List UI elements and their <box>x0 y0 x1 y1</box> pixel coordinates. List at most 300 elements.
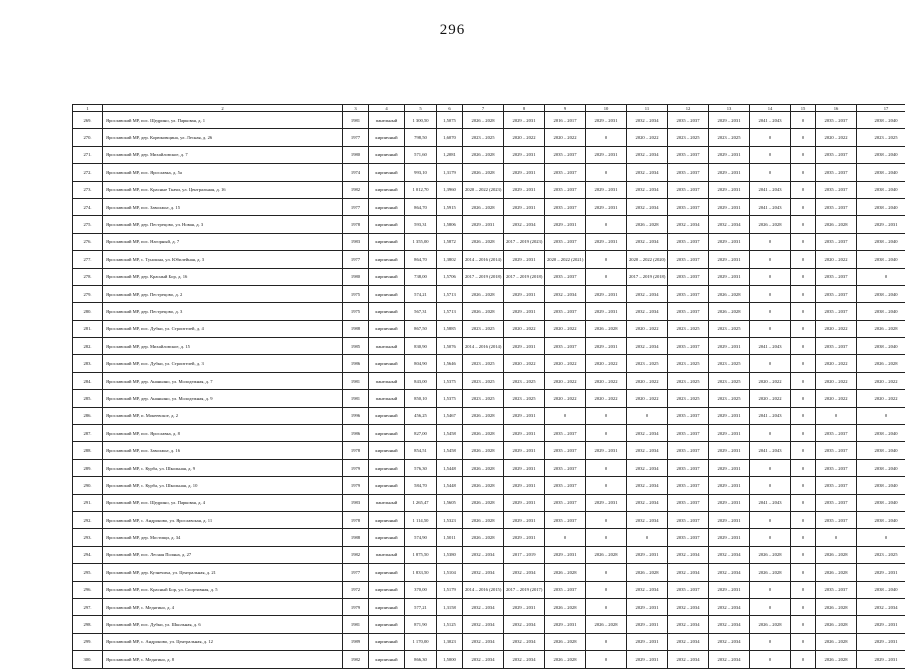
table-cell: 2026 – 2028 <box>463 233 504 250</box>
table-cell: 577,21 <box>405 598 437 615</box>
address-cell: Ярославский МР, с. Курба, ул. Школьная, д. 9 <box>103 459 343 476</box>
table-cell: 1980 <box>343 268 369 285</box>
table-cell: 2035 – 2037 <box>545 459 586 476</box>
column-header: 17 <box>857 105 905 112</box>
table-cell: кирпичный <box>369 616 405 633</box>
table-cell: 2041 – 2043 <box>750 407 791 424</box>
table-cell: 0 <box>857 407 905 424</box>
table-cell: кирпичный <box>369 477 405 494</box>
table-cell: 2029 – 2031 <box>586 112 627 129</box>
table-cell: 993,10 <box>405 164 437 181</box>
table-cell: 0 <box>791 651 816 668</box>
table-cell: 456,25 <box>405 407 437 424</box>
table-cell: 0 <box>627 407 668 424</box>
table-cell: 0 <box>791 511 816 528</box>
address-cell: Ярославский МР, пос. Дубки, ул. Школьная, д. 6 <box>103 616 343 633</box>
table-cell: 571,60 <box>405 146 437 163</box>
table-cell: 1988 <box>343 529 369 546</box>
table-cell: 2020 – 2022 <box>545 129 586 146</box>
table-cell: 0 <box>791 598 816 615</box>
column-header: 5 <box>405 105 437 112</box>
table-row <box>73 355 905 372</box>
table-cell: 574,21 <box>405 285 437 302</box>
table-cell: 2026 – 2028 <box>627 216 668 233</box>
table-row <box>73 303 905 320</box>
address-cell: Ярославский МР, с. Андроново, ул. Ярославская, д. 11 <box>103 511 343 528</box>
table-cell: 2020 – 2022 <box>816 251 857 268</box>
table-cell: 2032 – 2034 <box>668 564 709 581</box>
table-cell: 1981 <box>343 616 369 633</box>
table-cell: 1 833,50 <box>405 564 437 581</box>
address-cell: Ярославский МР, пос. Лесная Поляна, д. 27 <box>103 546 343 563</box>
table-cell: 1996 <box>343 407 369 424</box>
table-cell: 850,10 <box>405 390 437 407</box>
table-cell: 2029 – 2031 <box>627 651 668 668</box>
table-cell: 2026 – 2028 <box>586 616 627 633</box>
table-cell: 2035 – 2037 <box>816 425 857 442</box>
table-cell: 0 <box>791 146 816 163</box>
table-cell: 0 <box>791 251 816 268</box>
table-cell: 2020 – 2022 <box>750 390 791 407</box>
table-cell: 2029 – 2031 <box>857 616 905 633</box>
table-cell: 1986 <box>343 355 369 372</box>
table-cell: 1980 <box>343 146 369 163</box>
table-cell: 2029 – 2031 <box>709 146 750 163</box>
table-cell: 275. <box>73 216 103 233</box>
table-cell: 2020 – 2022 <box>857 372 905 389</box>
table-header <box>73 105 905 112</box>
table-cell: 1978 <box>343 442 369 459</box>
table-cell: 277. <box>73 251 103 268</box>
table-cell: 1972 <box>343 581 369 598</box>
table-row <box>73 320 905 337</box>
table-cell: 2035 – 2037 <box>545 164 586 181</box>
table-cell: 1979 <box>343 459 369 476</box>
column-header: 6 <box>437 105 463 112</box>
table-cell: 0 <box>791 198 816 215</box>
table-cell: 2035 – 2037 <box>668 146 709 163</box>
table-cell: 2029 – 2031 <box>586 442 627 459</box>
address-cell: Ярославский МР, пос. Щедрино, ул. Парковая, д. 1 <box>103 112 343 129</box>
table-cell: 1 114,50 <box>405 511 437 528</box>
table-cell: кирпичный <box>369 285 405 302</box>
table-cell: кирпичный <box>369 442 405 459</box>
table-cell: 2026 – 2028 <box>816 216 857 233</box>
table-cell: кирпичный <box>369 355 405 372</box>
table-cell: 2032 – 2034 <box>627 511 668 528</box>
table-cell: 2020 – 2022 <box>816 390 857 407</box>
table-cell: 2041 – 2043 <box>750 338 791 355</box>
address-cell: Ярославский МР, дер. Михайловское, д. 15 <box>103 338 343 355</box>
column-header: 11 <box>627 105 668 112</box>
table-cell: 1982 <box>343 651 369 668</box>
table-cell: 2026 – 2028 <box>545 633 586 650</box>
table-cell: 2029 – 2031 <box>586 338 627 355</box>
table-cell: 2029 – 2031 <box>504 425 545 442</box>
table-cell: 2029 – 2031 <box>857 651 905 668</box>
table-cell: 2029 – 2031 <box>504 285 545 302</box>
table-cell: 2032 – 2034 <box>463 616 504 633</box>
table-cell: 2020 – 2022 <box>586 355 627 372</box>
table-cell: 2032 – 2034 <box>627 198 668 215</box>
table-cell: 1981 <box>343 372 369 389</box>
table-cell: 2017 – 2019 (2018) <box>463 268 504 285</box>
address-cell: Ярославский МР, дер. Пестрецово, ул. Новая, д. 3 <box>103 216 343 233</box>
table-cell: 2026 – 2028 <box>709 285 750 302</box>
page-number: 296 <box>0 22 905 39</box>
table-cell: 2038 – 2040 <box>857 477 905 494</box>
address-cell: Ярославский МР, пос. Щедрино, ул. Парковая, д. 4 <box>103 494 343 511</box>
table-cell: 1,3158 <box>437 598 463 615</box>
table-cell: 2029 – 2031 <box>709 511 750 528</box>
table-cell: 0 <box>791 616 816 633</box>
address-cell: Ярославский МР, пос. Нагорный, д. 7 <box>103 233 343 250</box>
table-cell: 0 <box>750 477 791 494</box>
table-cell: 2023 – 2025 <box>504 372 545 389</box>
table-cell: 2032 – 2034 <box>463 564 504 581</box>
table-cell: 2029 – 2031 <box>709 459 750 476</box>
table-cell: 2029 – 2031 <box>586 494 627 511</box>
column-header: 3 <box>343 105 369 112</box>
table-cell: 2032 – 2034 <box>857 598 905 615</box>
table-cell: 2026 – 2028 <box>463 529 504 546</box>
table-cell: 2038 – 2040 <box>857 581 905 598</box>
table-cell: 0 <box>750 233 791 250</box>
table-cell: 2029 – 2031 <box>504 494 545 511</box>
table-cell: 2029 – 2031 <box>586 233 627 250</box>
table-cell: 2023 – 2025 <box>463 355 504 372</box>
table-row <box>73 372 905 389</box>
table-cell: 2032 – 2034 <box>504 633 545 650</box>
column-header: 16 <box>816 105 857 112</box>
table-cell: 2026 – 2028 <box>709 303 750 320</box>
table-cell: 2029 – 2031 <box>857 564 905 581</box>
table-cell: 1 012,70 <box>405 181 437 198</box>
table-cell: 2035 – 2037 <box>545 146 586 163</box>
address-cell: Ярославский МР, с. Андроново, ул. Центральная, д. 12 <box>103 633 343 650</box>
table-cell: 2020 – 2022 <box>504 129 545 146</box>
table-cell: 0 <box>791 633 816 650</box>
table-cell: 2017 – 2019 (2018) <box>504 268 545 285</box>
table-cell: 2035 – 2037 <box>668 407 709 424</box>
table-cell: 269. <box>73 112 103 129</box>
table-cell: 1977 <box>343 251 369 268</box>
table-cell: 2029 – 2031 <box>504 251 545 268</box>
table-cell: 2023 – 2025 <box>709 355 750 372</box>
table-cell: 2029 – 2031 <box>504 407 545 424</box>
table-row <box>73 112 905 129</box>
table-cell: 0 <box>586 164 627 181</box>
table-cell: 2023 – 2025 <box>668 390 709 407</box>
table-cell: 0 <box>586 459 627 476</box>
table-cell: 2026 – 2028 <box>586 546 627 563</box>
address-cell: Ярославский МР, п. Мокеевское, д. 2 <box>103 407 343 424</box>
table-cell: 2026 – 2028 <box>750 564 791 581</box>
table-cell: 2026 – 2028 <box>463 442 504 459</box>
table-cell: 2029 – 2031 <box>504 511 545 528</box>
address-cell: Ярославский МР, пос. Ярославка, д. 8 <box>103 425 343 442</box>
table-cell: 1,5646 <box>437 355 463 372</box>
table-cell: 1974 <box>343 164 369 181</box>
table-cell: 2026 – 2028 <box>750 546 791 563</box>
table-cell: 2029 – 2031 <box>709 268 750 285</box>
table-cell: 2029 – 2031 <box>504 477 545 494</box>
table-cell: 2029 – 2031 <box>709 425 750 442</box>
table-cell: 2026 – 2028 <box>463 164 504 181</box>
table-cell: 1,5179 <box>437 581 463 598</box>
table-cell: 1983 <box>343 233 369 250</box>
table-cell: 1,5605 <box>437 494 463 511</box>
table-cell: 2020 – 2022 <box>816 129 857 146</box>
table-cell: 2035 – 2037 <box>816 511 857 528</box>
table-cell: 2020 – 2022 <box>504 320 545 337</box>
table-cell: кирпичный <box>369 651 405 668</box>
table-cell: 2023 – 2025 <box>709 372 750 389</box>
table-cell: 2014 – 2016 (2014) <box>463 251 504 268</box>
address-cell: Ярославский МР, пос. Дубки, ул. Строителей, д. 4 <box>103 320 343 337</box>
table-cell: 2038 – 2040 <box>857 494 905 511</box>
table-cell: 2023 – 2025 <box>463 372 504 389</box>
table-cell: 0 <box>791 390 816 407</box>
table-cell: 0 <box>750 164 791 181</box>
table-cell: 2017 – 2019 (2018) <box>627 268 668 285</box>
table-row <box>73 616 905 633</box>
address-cell: Ярославский МР, пос. Красные Ткачи, ул. Центральная, д. 16 <box>103 181 343 198</box>
table-cell: 2035 – 2037 <box>668 303 709 320</box>
table-cell: 284. <box>73 372 103 389</box>
table-cell: кирпичный <box>369 529 405 546</box>
table-cell: 1977 <box>343 564 369 581</box>
address-cell: Ярославский МР, пос. Красный Бор, ул. Спортивная, д. 5 <box>103 581 343 598</box>
table-cell: 2029 – 2031 <box>504 112 545 129</box>
table-cell: 2023 – 2025 <box>463 129 504 146</box>
table-cell: 2026 – 2028 <box>463 477 504 494</box>
table-cell: 2029 – 2031 <box>709 581 750 598</box>
housing-register-table <box>72 104 905 669</box>
table-row <box>73 564 905 581</box>
table-cell: 2041 – 2043 <box>750 198 791 215</box>
table-cell: 0 <box>791 355 816 372</box>
table-cell: 2035 – 2037 <box>816 494 857 511</box>
table-cell: 1982 <box>343 181 369 198</box>
table-cell: 2020 – 2022 (2021) <box>545 251 586 268</box>
table-row <box>73 651 905 668</box>
table-cell: кирпичный <box>369 564 405 581</box>
table-cell: 2020 – 2022 <box>586 390 627 407</box>
table-cell: кирпичный <box>369 146 405 163</box>
column-header: 8 <box>504 105 545 112</box>
table-cell: 2017 – 2019 <box>504 546 545 563</box>
table-cell: 2035 – 2037 <box>668 233 709 250</box>
column-header: 7 <box>463 105 504 112</box>
table-cell: 0 <box>791 285 816 302</box>
table-cell: 2029 – 2031 <box>709 407 750 424</box>
table-cell: 0 <box>791 216 816 233</box>
table-cell: 2032 – 2034 <box>627 181 668 198</box>
table-cell: 0 <box>791 268 816 285</box>
table-cell: 2038 – 2040 <box>857 198 905 215</box>
table-cell: 2041 – 2043 <box>750 181 791 198</box>
table-cell: 2026 – 2028 <box>463 112 504 129</box>
table-cell: 843,00 <box>405 372 437 389</box>
table-cell: 2029 – 2031 <box>709 442 750 459</box>
table-cell: 2035 – 2037 <box>545 233 586 250</box>
table-cell: 864,70 <box>405 198 437 215</box>
table-cell: 2029 – 2031 <box>709 251 750 268</box>
table-cell: 2020 – 2022 <box>627 129 668 146</box>
table-cell: кирпичный <box>369 598 405 615</box>
table-cell: 2023 – 2025 <box>463 320 504 337</box>
table-row <box>73 390 905 407</box>
table-cell: 2029 – 2031 <box>586 285 627 302</box>
table-cell: 2038 – 2040 <box>857 233 905 250</box>
table-cell: 2035 – 2037 <box>545 425 586 442</box>
table-cell: 0 <box>586 598 627 615</box>
table-cell: 2038 – 2040 <box>857 459 905 476</box>
table-cell: 2035 – 2037 <box>816 233 857 250</box>
table-cell: 864,70 <box>405 251 437 268</box>
table-cell: 2035 – 2037 <box>668 425 709 442</box>
table-cell: 584,70 <box>405 477 437 494</box>
table-cell: 2035 – 2037 <box>668 459 709 476</box>
table-cell: 2032 – 2034 <box>709 633 750 650</box>
table-cell: 2035 – 2037 <box>816 268 857 285</box>
table-cell: 2026 – 2028 <box>463 407 504 424</box>
table-cell: 291. <box>73 494 103 511</box>
table-cell: 2032 – 2034 <box>463 598 504 615</box>
table-cell: 2038 – 2040 <box>857 285 905 302</box>
table-cell: 0 <box>791 494 816 511</box>
table-cell: 2020 – 2022 <box>816 372 857 389</box>
table-cell: кирпичный <box>369 251 405 268</box>
table-row <box>73 233 905 250</box>
table-cell: 2023 – 2025 <box>668 129 709 146</box>
table-cell: 2038 – 2040 <box>857 251 905 268</box>
table-cell: 0 <box>791 442 816 459</box>
table-cell: 2035 – 2037 <box>668 581 709 598</box>
table-cell: 2020 – 2022 <box>545 390 586 407</box>
table-cell: 866,30 <box>405 651 437 668</box>
table-cell: 1981 <box>343 112 369 129</box>
table-cell: кирпичный <box>369 303 405 320</box>
table-cell: 296. <box>73 581 103 598</box>
table-cell: 281. <box>73 320 103 337</box>
table-cell: 2020 – 2022 <box>627 372 668 389</box>
table-cell: 278. <box>73 268 103 285</box>
table-cell: 2020 – 2022 <box>545 355 586 372</box>
table-cell: 2032 – 2034 <box>463 633 504 650</box>
table-cell: 1978 <box>343 511 369 528</box>
table-cell: 2032 – 2034 <box>627 442 668 459</box>
table-cell: 2032 – 2034 <box>668 216 709 233</box>
table-cell: 1,5458 <box>437 442 463 459</box>
table-cell: 2032 – 2034 <box>463 651 504 668</box>
table-cell: 2020 – 2022 <box>627 390 668 407</box>
table-cell: 1978 <box>343 216 369 233</box>
table-cell: 2026 – 2028 <box>463 459 504 476</box>
table-cell: 1981 <box>343 390 369 407</box>
table-cell: 0 <box>791 564 816 581</box>
table-row <box>73 598 905 615</box>
table-cell: 2026 – 2028 <box>857 355 905 372</box>
table-cell: 2029 – 2031 <box>627 616 668 633</box>
table-cell: 0 <box>750 146 791 163</box>
table-cell: 2032 – 2034 <box>668 633 709 650</box>
table-cell: 0 <box>586 268 627 285</box>
table-cell: 2032 – 2034 <box>709 598 750 615</box>
table-row <box>73 129 905 146</box>
table-cell: 1,5713 <box>437 303 463 320</box>
table-cell: 0 <box>857 268 905 285</box>
table-cell: 1989 <box>343 633 369 650</box>
table-cell: 2029 – 2031 <box>463 216 504 233</box>
table-cell: 2029 – 2031 <box>857 216 905 233</box>
table-cell: 1977 <box>343 198 369 215</box>
table-cell: 1,5375 <box>437 390 463 407</box>
table-cell: 1986 <box>343 425 369 442</box>
table-cell: 2026 – 2028 <box>586 320 627 337</box>
table-cell: 2026 – 2028 <box>627 564 668 581</box>
table-cell: 2026 – 2028 <box>545 564 586 581</box>
table-cell: 2026 – 2028 <box>750 616 791 633</box>
table-cell: 2032 – 2034 <box>709 616 750 633</box>
table-cell: 2035 – 2037 <box>668 529 709 546</box>
table-cell: 2020 – 2022 <box>545 320 586 337</box>
address-cell: Ярославский МР, пос. Заволжье, д. 15 <box>103 198 343 215</box>
table-cell: кирпичный <box>369 181 405 198</box>
table-row <box>73 216 905 233</box>
table-cell: 0 <box>791 372 816 389</box>
table-cell: 2032 – 2034 <box>627 233 668 250</box>
table-cell: 2032 – 2034 <box>504 616 545 633</box>
table-cell: 289. <box>73 459 103 476</box>
table-cell: 2035 – 2037 <box>668 477 709 494</box>
table-cell: 2038 – 2040 <box>857 338 905 355</box>
table-cell: 2023 – 2025 <box>709 320 750 337</box>
table-cell: 2029 – 2031 <box>709 494 750 511</box>
table-cell: 2035 – 2037 <box>545 581 586 598</box>
table-cell: кирпичный <box>369 633 405 650</box>
table-cell: 0 <box>750 651 791 668</box>
table-cell: 1,5375 <box>437 372 463 389</box>
table-cell: 0 <box>791 425 816 442</box>
table-cell: 299. <box>73 633 103 650</box>
table-cell: 2020 – 2022 <box>545 372 586 389</box>
table-cell: 2026 – 2028 <box>545 598 586 615</box>
table-cell: 2020 – 2022 <box>586 372 627 389</box>
table-cell: 2038 – 2040 <box>857 164 905 181</box>
table-cell: 1983 <box>343 494 369 511</box>
table-cell: 1,3179 <box>437 164 463 181</box>
table-cell: 1,3023 <box>437 633 463 650</box>
table-cell: 2035 – 2037 <box>816 164 857 181</box>
table-cell: 1 170,00 <box>405 633 437 650</box>
table-cell: 1,5011 <box>437 529 463 546</box>
table-cell: 2029 – 2031 <box>709 529 750 546</box>
table-cell: 2035 – 2037 <box>668 268 709 285</box>
table-cell: 2032 – 2034 <box>668 598 709 615</box>
table-row <box>73 146 905 163</box>
table-cell: 2035 – 2037 <box>668 338 709 355</box>
table-cell: 1,5000 <box>437 651 463 668</box>
table-cell: 2035 – 2037 <box>816 112 857 129</box>
table-cell: 2032 – 2034 <box>627 477 668 494</box>
table-cell: 2041 – 2043 <box>750 442 791 459</box>
table-cell: 0 <box>586 216 627 233</box>
table-cell: 2023 – 2025 <box>668 372 709 389</box>
table-cell: 2032 – 2034 <box>504 651 545 668</box>
table-cell: 2026 – 2028 <box>816 633 857 650</box>
